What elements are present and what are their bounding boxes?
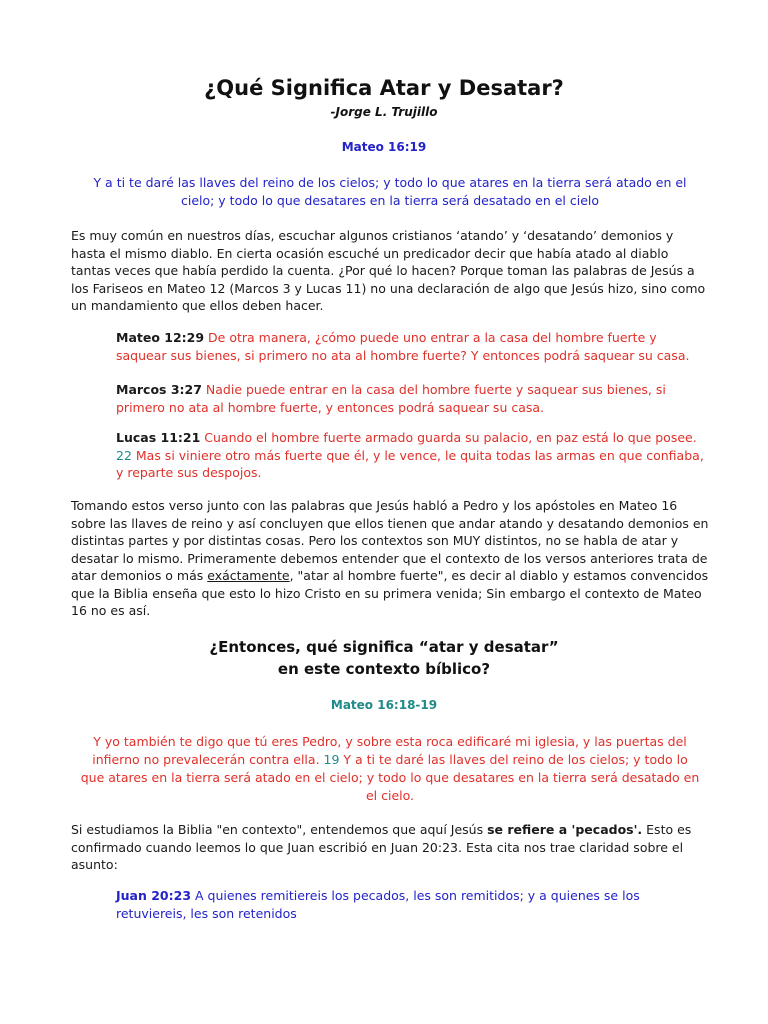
paragraph-text: Esto es confirmado cuando leemos lo que Juan escribió en Juan 20:23. Esta cita nos trae claridad sobre el asunto: [71, 822, 692, 872]
quote-text: Cuando el hombre fuerte armado guarda su palacio, en paz está lo que posee. [200, 430, 697, 445]
paragraph-text: , "atar al hombre fuerte", es decir al diablo y estamos convencidos que la Biblia enseña que esto lo hizo Cristo en su primera venida; Sin embargo el contexto de Mateo 16 no es así. [71, 568, 709, 618]
underlined-word: exáctamente [207, 568, 290, 583]
quote-text: Mas si viniere otro más fuerte que él, y le vence, le quita todas las armas en que confiaba, y reparte sus despojos. [116, 447, 704, 480]
quote-ref: Mateo 12:29 [116, 330, 205, 345]
quote-ref: Juan 20:23 [116, 888, 192, 903]
verse-number: 22 [116, 447, 132, 463]
bold-phrase: se refiere a 'pecados'. [487, 822, 643, 837]
quote-juan-20-23 [116, 887, 706, 922]
verse-number: 19 [323, 752, 340, 767]
section-heading-line-2: en este contexto bíblico? [277, 660, 491, 678]
author-line: -Jorge L. Trujillo [330, 105, 438, 119]
quote-ref: Marcos 3:27 [116, 382, 202, 397]
verse-text: Y a ti te daré las llaves del reino de los cielos; y todo lo que atares en la tierra será atado en el cielo; y todo lo que desatares en la tierra será desatado en el cielo. [80, 752, 700, 803]
quote-text: De otra manera, ¿cómo puede uno entrar a la casa del hombre fuerte y saquear sus bienes, si primero no ata al hombre fuerte? Y entonces podrá saquear su casa. [116, 330, 690, 363]
quote-ref: Lucas 11:21 [116, 430, 201, 445]
verse-text-mateo-16-19: Y a ti te daré las llaves del reino de los cielos; y todo lo que atares en la tierra será atado en el cielo; y todo lo que desatares en la tierra será desatado en el cielo [93, 175, 687, 208]
paragraph-context [71, 497, 711, 620]
paragraph-text: Si estudiamos la Biblia "en contexto", entendemos que aquí Jesús [71, 822, 488, 837]
verse-reference-mateo-16-19: Mateo 16:19 [341, 140, 427, 154]
quote-lucas-11-21 [116, 429, 706, 482]
verse-text-mateo-16-18-19 [80, 733, 700, 805]
quote-marcos-3-27 [116, 381, 706, 416]
verse-reference-mateo-16-18-19: Mateo 16:18-19 [330, 698, 438, 712]
paragraph-conclusion [71, 821, 711, 874]
quote-text: A quienes remitiereis los pecados, les son remitidos; y a quienes se los retuviereis, les son retenidos [116, 888, 640, 921]
quote-mateo-12-29 [116, 329, 706, 364]
quote-text: Nadie puede entrar en la casa del hombre fuerte y saquear sus bienes, si primero no ata al hombre fuerte, y entonces podrá saquear su casa. [116, 382, 666, 415]
page-title: ¿Qué Significa Atar y Desatar? [204, 76, 564, 100]
section-heading-line-1: ¿Entonces, qué significa “atar y desatar” [209, 638, 559, 656]
paragraph-intro: Es muy común en nuestros días, escuchar algunos cristianos ‘atando’ y ‘desatando’ demonios y hasta el mismo diablo. En cierta ocasión escuché un predicador decir que había atado al diablo tantas veces que había perdido la cuenta. ¿Por qué lo hacen? Porque toman las palabras de Jesús a los Fariseos en Mateo 12 (Marcos 3 y Lucas 11) no una declaración de algo que Jesús hizo, sino como un mandamiento que ellos deben hacer. [71, 228, 706, 313]
verse-text: Y yo también te digo que tú eres Pedro, y sobre esta roca edificaré mi iglesia, y las puertas del infierno no prevalecerán contra ella. [92, 734, 687, 767]
paragraph-text: Tomando estos verso junto con las palabras que Jesús habló a Pedro y los apóstoles en Mateo 16 sobre las llaves de reino y así concluyen que ellos tienen que andar atando y desatando demonios en distintas partes y por distintas cosas. Pero los contextos son MUY distintos, no se habla de atar y desatar lo mismo. Primeramente debemos entender que el contexto de los versos anteriores trata de atar demonios o más [71, 498, 709, 583]
